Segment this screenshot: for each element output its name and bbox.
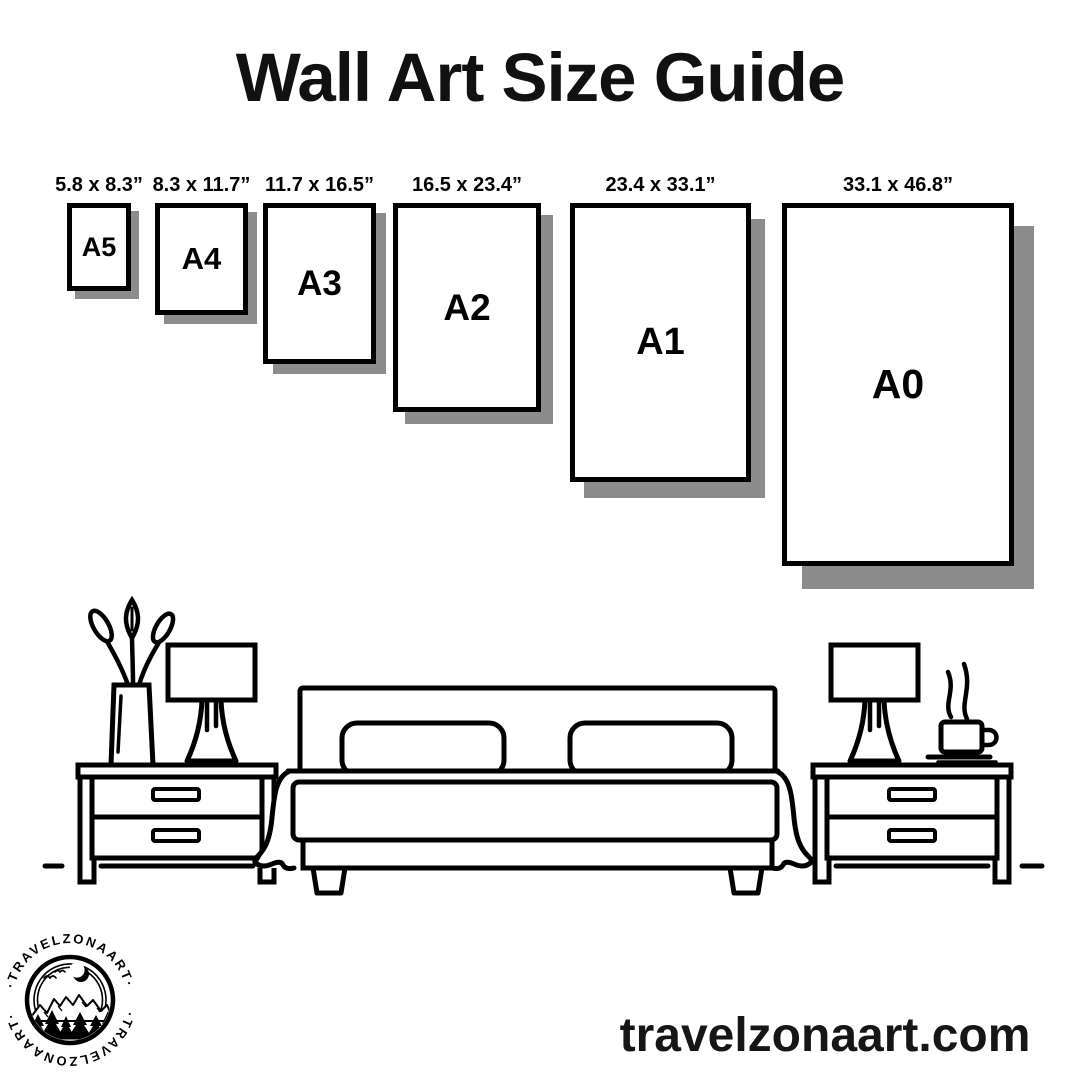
size-a2-dimensions: 16.5 x 23.4” xyxy=(411,174,523,196)
size-card-a0 xyxy=(782,174,1014,566)
size-a1-paper xyxy=(570,203,751,482)
coffee-cup-icon xyxy=(928,664,997,762)
size-a3-paper xyxy=(263,203,376,364)
size-a5-label: A5 xyxy=(81,231,117,262)
size-a3-dimensions: 11.7 x 16.5” xyxy=(265,174,374,196)
size-card-a1 xyxy=(570,174,751,482)
size-card-a4 xyxy=(152,174,251,315)
size-a5-dimensions: 5.8 x 8.3” xyxy=(55,174,143,196)
steam-icon xyxy=(948,664,967,719)
bedroom-scene-illustration xyxy=(0,580,1080,900)
size-a5-paper xyxy=(67,203,131,291)
website-url: travelzonaart.com xyxy=(619,1009,1031,1062)
bed-foot-right xyxy=(730,868,762,893)
size-a2-paper xyxy=(393,203,541,412)
size-card-a5 xyxy=(55,174,143,291)
bed-base xyxy=(303,840,772,868)
size-a4-paper xyxy=(155,203,248,315)
size-a1-label: A1 xyxy=(636,321,685,363)
size-card-a3 xyxy=(263,174,376,364)
size-a0-label: A0 xyxy=(871,361,925,407)
size-a2-label: A2 xyxy=(443,286,491,328)
logo-arc-bottom-text: ·TRAVELZONAART· xyxy=(2,1010,138,1070)
size-a1-dimensions: 23.4 x 33.1” xyxy=(605,174,716,196)
bed xyxy=(255,688,812,893)
size-a0-paper xyxy=(782,203,1014,566)
pillow-left xyxy=(342,723,504,775)
right-table-lamp-icon xyxy=(831,645,918,761)
size-a4-label: A4 xyxy=(181,241,222,276)
bed-foot-left xyxy=(313,868,345,893)
size-a3-label: A3 xyxy=(297,263,342,303)
logo-arc-top-text: ·TRAVELZONAART· xyxy=(2,930,138,990)
page-title: Wall Art Size Guide xyxy=(235,39,845,116)
size-card-a2 xyxy=(393,174,541,412)
size-a0-dimensions: 33.1 x 46.8” xyxy=(842,174,954,196)
travelzonaart-logo-badge xyxy=(2,928,142,1078)
left-table-lamp-icon xyxy=(168,645,255,761)
size-a4-dimensions: 8.3 x 11.7” xyxy=(152,174,251,196)
plant-vase-icon xyxy=(86,600,177,765)
pillow-right xyxy=(570,723,732,775)
mattress xyxy=(293,782,777,840)
